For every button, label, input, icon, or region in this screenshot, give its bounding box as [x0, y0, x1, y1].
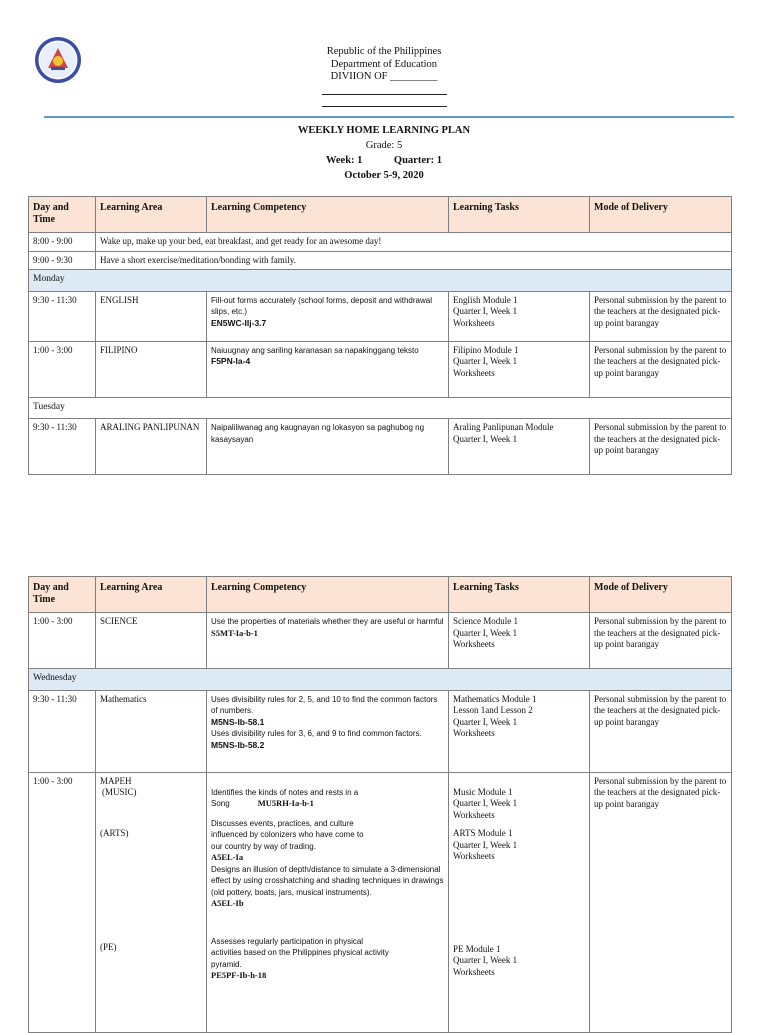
- competency-text: Uses divisibility rules for 2, 5, and 10 to find the common factors of numbers.: [211, 694, 438, 715]
- plan-week: Week: 1: [325, 155, 363, 166]
- competency-line: [211, 798, 444, 810]
- area-pe: (PE): [100, 942, 117, 952]
- table-row: [29, 341, 732, 397]
- task-item: Worksheets: [453, 809, 495, 820]
- table-row: [29, 233, 732, 252]
- competency-text: Song: [211, 799, 230, 808]
- row-learning-area: FILIPINO: [96, 341, 207, 397]
- row-learning-area: [96, 772, 207, 1032]
- col-mode-of-delivery: Mode of Delivery: [590, 577, 732, 613]
- header-department: Department of Education: [330, 58, 438, 70]
- task-item: Quarter I, Week 1: [453, 627, 518, 638]
- competency-text: Identifies the kinds of notes and rests in a: [211, 787, 359, 797]
- col-day-time: Day and Time: [29, 577, 96, 613]
- task-item: Quarter I, Week 1: [453, 798, 518, 808]
- header-blank-line-2: [322, 96, 447, 107]
- plan-week-quarter: [0, 153, 768, 168]
- row-time: 9:30 - 11:30: [29, 419, 96, 475]
- task-item: Araling Panlipunan Module: [453, 422, 554, 432]
- row-mode: Personal submission by the parent to the teachers at the designated pick-up point barangay: [590, 419, 732, 475]
- col-learning-tasks: Learning Tasks: [449, 577, 590, 613]
- plan-title-block: [0, 123, 768, 183]
- col-learning-tasks: Learning Tasks: [449, 197, 590, 233]
- competency-code: PE5PF-Ib-h-18: [211, 970, 267, 980]
- competency-text: pyramid.: [211, 959, 242, 969]
- row-time: 9:00 - 9:30: [29, 251, 96, 270]
- task-item: Quarter I, Week 1: [453, 839, 518, 850]
- row-learning-area: SCIENCE: [96, 613, 207, 669]
- row-activity: Have a short exercise/meditation/bonding with family.: [96, 251, 732, 270]
- competency-text: our country by way of trading.: [211, 841, 316, 851]
- task-item: Worksheets: [453, 317, 495, 328]
- row-time: 1:00 - 3:00: [29, 772, 96, 1032]
- header-republic: Republic of the Philippines: [326, 46, 442, 57]
- task-item: Mathematics Module 1: [453, 693, 537, 704]
- competency-text: Naiuugnay ang sariling karanasan sa napakinggang teksto: [211, 345, 419, 355]
- table-row: [29, 772, 732, 1032]
- task-item: Quarter I, Week 1: [453, 955, 518, 965]
- row-tasks: [449, 291, 590, 341]
- task-item: Worksheets: [453, 728, 495, 738]
- col-learning-competency: Learning Competency: [207, 197, 449, 233]
- day-row-monday: [29, 270, 732, 292]
- table-row: [29, 613, 732, 669]
- day-row-tuesday: [29, 397, 732, 419]
- competency-text: Assesses regularly participation in physical: [211, 936, 364, 946]
- row-learning-area: ARALING PANLIPUNAN: [96, 419, 207, 475]
- table-row: [29, 690, 732, 772]
- row-mode: Personal submission by the parent to the teachers at the designated pick-up point barangay: [590, 341, 732, 397]
- header-division: DIVIION OF _________: [330, 71, 438, 82]
- row-tasks: [449, 613, 590, 669]
- area-mapeh: MAPEH: [100, 775, 132, 786]
- plan-quarter: Quarter: 1: [393, 155, 443, 166]
- row-competency: [207, 690, 449, 772]
- task-item: Filipino Module 1: [453, 344, 519, 355]
- task-item: ARTS Module 1: [453, 828, 513, 838]
- row-mode: Personal submission by the parent to the teachers at the designated pick-up point barangay: [590, 772, 732, 1032]
- competency-text: Discusses events, practices, and culture: [211, 818, 354, 828]
- day-label: Wednesday: [29, 669, 732, 691]
- row-time: 9:30 - 11:30: [29, 291, 96, 341]
- col-learning-area: Learning Area: [96, 197, 207, 233]
- row-learning-area: ENGLISH: [96, 291, 207, 341]
- plan-title: WEEKLY HOME LEARNING PLAN: [297, 125, 471, 136]
- task-item: Quarter I, Week 1: [453, 306, 518, 316]
- row-learning-area: Mathematics: [96, 690, 207, 772]
- competency-code: A5EL-Ia: [211, 852, 244, 862]
- competency-text: Uses divisibility rules for 3, 6, and 9 to find common factors.: [211, 729, 422, 738]
- table-row: [29, 251, 732, 270]
- task-item: English Module 1: [453, 294, 518, 305]
- col-day-time: Day and Time: [29, 197, 96, 233]
- row-time: 1:00 - 3:00: [29, 613, 96, 669]
- task-item: Worksheets: [453, 639, 495, 649]
- table-header-row: [29, 577, 732, 613]
- row-competency: [207, 613, 449, 669]
- table-row: [29, 291, 732, 341]
- row-tasks: [449, 419, 590, 475]
- row-mode: Personal submission by the parent to the teachers at the designated pick-up point barangay: [590, 690, 732, 772]
- area-arts: (ARTS): [100, 827, 129, 838]
- competency-code: M5NS-Ib-58.1: [211, 716, 265, 727]
- competency-text: Designs an illusion of depth/distance to simulate a 3-dimensional effect by using crosshatching and shading techniques in drawings (old pottery, boats, jars, musical instruments).: [211, 864, 444, 897]
- competency-code: F5PN-Ia-4: [211, 356, 251, 366]
- competency-code: S5MT-Ia-b-1: [211, 627, 258, 638]
- row-time: 9:30 - 11:30: [29, 690, 96, 772]
- competency-code: M5NS-Ib-58.2: [211, 739, 265, 750]
- task-item: Science Module 1: [453, 616, 518, 626]
- learning-plan-table-1: [28, 196, 732, 475]
- competency-code: A5EL-Ib: [211, 898, 244, 908]
- table-header-row: [29, 197, 732, 233]
- day-label: Tuesday: [29, 397, 732, 419]
- col-mode-of-delivery: Mode of Delivery: [590, 197, 732, 233]
- row-mode: Personal submission by the parent to the teachers at the designated pick-up point barangay: [590, 613, 732, 669]
- day-row-wednesday: [29, 669, 732, 691]
- task-item: Quarter I, Week 1: [453, 716, 518, 727]
- row-time: 8:00 - 9:00: [29, 233, 96, 252]
- competency-text: influenced by colonizers who have come to: [211, 830, 364, 839]
- competency-text: Fill-out forms accurately (school forms, deposit and withdrawal slips, etc.): [211, 295, 432, 316]
- row-competency: [207, 291, 449, 341]
- col-learning-competency: Learning Competency: [207, 577, 449, 613]
- competency-text: activities based on the Philippines physical activity: [211, 948, 389, 957]
- task-item: Quarter I, Week 1: [453, 356, 518, 366]
- competency-text: Use the properties of materials whether they are useful or harmful: [211, 617, 444, 626]
- competency-code: EN5WC-IIj-3.7: [211, 317, 267, 328]
- task-item: PE Module 1: [453, 943, 501, 954]
- task-item: Worksheets: [453, 851, 495, 861]
- row-competency: [207, 341, 449, 397]
- row-tasks: [449, 772, 590, 1032]
- row-mode: Personal submission by the parent to the teachers at the designated pick-up point barangay: [590, 291, 732, 341]
- competency-code: MU5RH-Ia-b-1: [257, 798, 314, 808]
- row-tasks: [449, 341, 590, 397]
- col-learning-area: Learning Area: [96, 577, 207, 613]
- header-divider: [44, 116, 734, 118]
- plan-dates: October 5-9, 2020: [344, 170, 424, 181]
- document-header: [0, 46, 768, 109]
- task-item: Quarter I, Week 1: [453, 433, 518, 444]
- area-music: (MUSIC): [102, 787, 137, 797]
- row-time: 1:00 - 3:00: [29, 341, 96, 397]
- task-item: Lesson 1and Lesson 2: [453, 705, 533, 715]
- task-item: Worksheets: [453, 367, 495, 378]
- row-activity: Wake up, make up your bed, eat breakfast, and get ready for an awesome day!: [96, 233, 732, 252]
- learning-plan-table-2: [28, 576, 732, 1033]
- day-label: Monday: [29, 270, 732, 292]
- table-row: [29, 419, 732, 475]
- plan-grade: Grade: 5: [365, 140, 403, 151]
- competency-text: Naipaliliwanag ang kaugnayan ng lokasyon sa paghubog ng kasaysayan: [211, 423, 425, 444]
- task-item: Music Module 1: [453, 786, 513, 797]
- row-competency: [207, 772, 449, 1032]
- task-item: Worksheets: [453, 966, 495, 977]
- header-blank-line-1: [322, 84, 447, 95]
- row-competency: [207, 419, 449, 475]
- row-tasks: [449, 690, 590, 772]
